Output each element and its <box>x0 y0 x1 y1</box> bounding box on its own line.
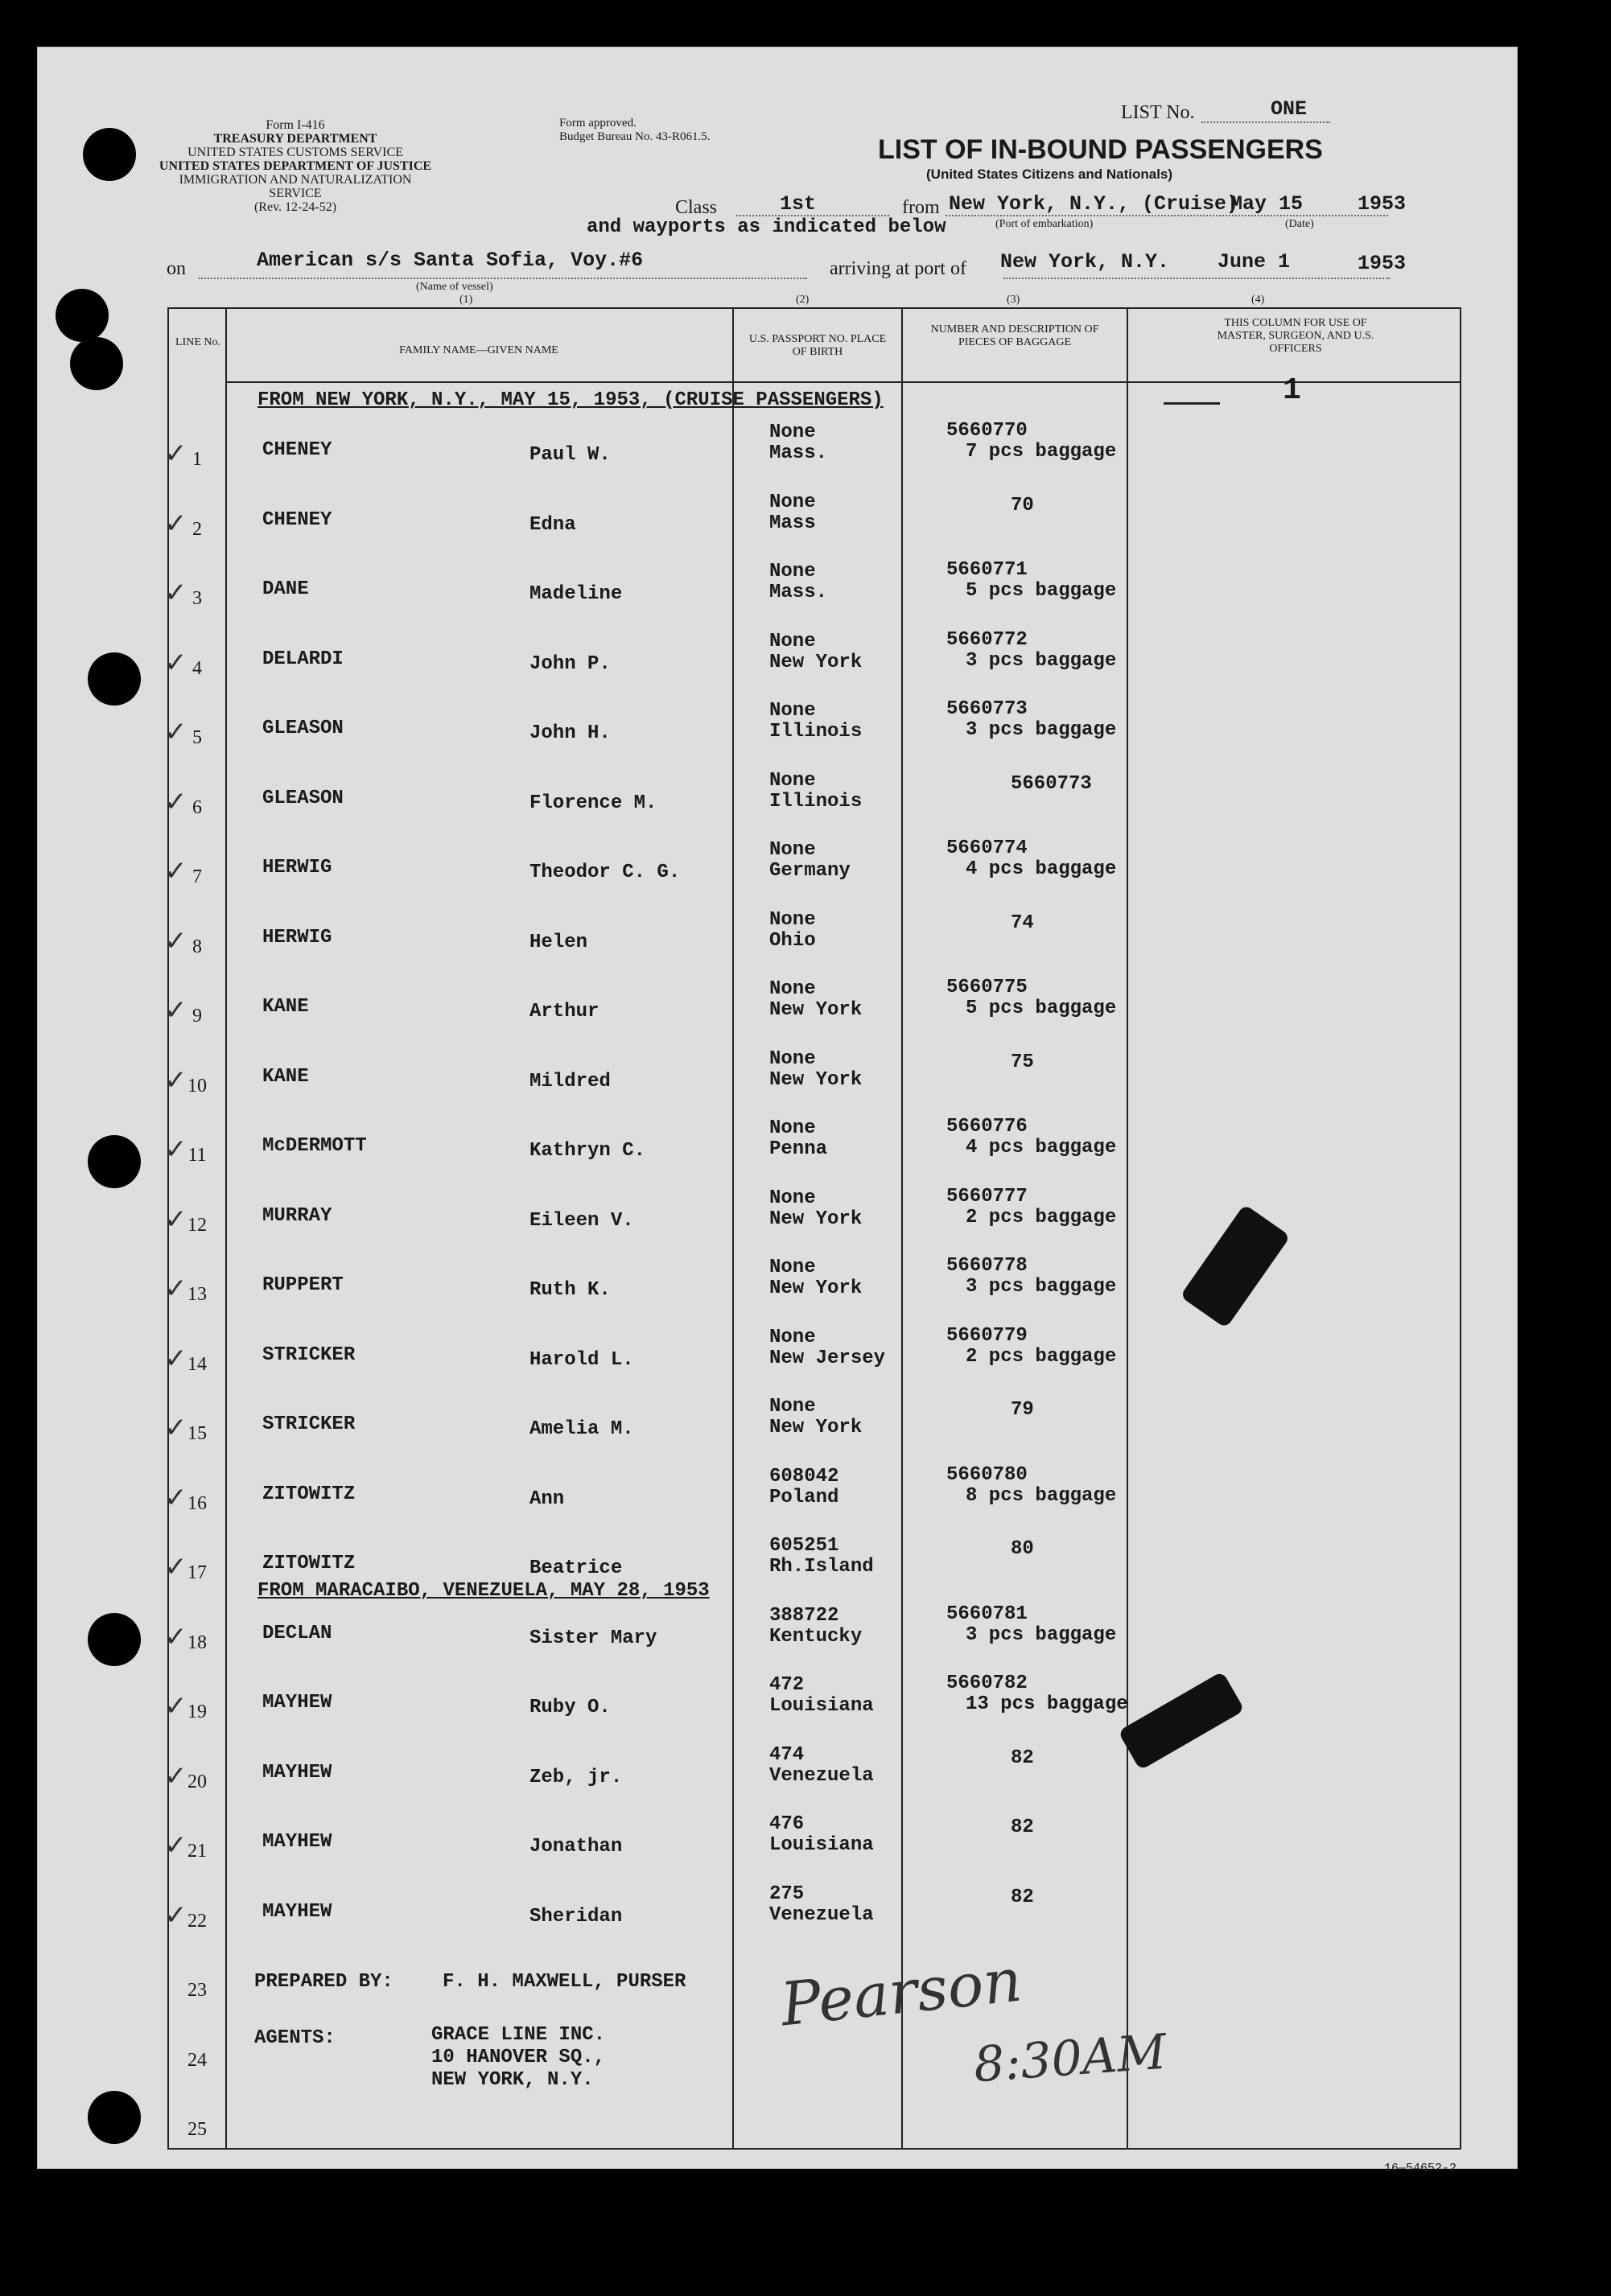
given-name: Ann <box>529 1487 565 1510</box>
baggage-description: 7 pcs baggage <box>966 441 1117 463</box>
given-name: John P. <box>529 652 611 675</box>
table-row <box>164 695 1460 765</box>
vessel-name: American s/s Santa Sofia, Voy.#6 <box>257 249 644 272</box>
family-name: STRICKER <box>262 1343 356 1366</box>
punch-hole <box>88 2091 141 2144</box>
punch-hole <box>88 652 141 706</box>
table-row <box>164 1739 1460 1809</box>
baggage-description: 4 pcs baggage <box>966 858 1117 880</box>
approval-line: Form approved. <box>559 117 637 130</box>
family-name: HERWIG <box>262 926 332 948</box>
family-name: ZITOWITZ <box>262 1483 356 1505</box>
family-name: MURRAY <box>262 1204 332 1227</box>
agents-line-1: GRACE LINE INC. <box>431 2024 606 2046</box>
table-row <box>164 626 1460 696</box>
check-mark-icon: ✓ <box>164 1203 187 1236</box>
approval-block <box>559 117 710 144</box>
line-number: 24 <box>187 2049 207 2071</box>
baggage-description: 3 pcs baggage <box>966 649 1117 672</box>
arrival-year: 1953 <box>1358 252 1407 275</box>
given-name: Florence M. <box>529 792 657 814</box>
passport-number: None <box>769 839 816 861</box>
table-row <box>164 487 1460 557</box>
passport-number: None <box>769 769 816 792</box>
line-number: 7 <box>192 866 202 887</box>
class-value: 1st <box>780 192 817 216</box>
baggage-number: 5660774 <box>946 837 1028 859</box>
table-row <box>164 904 1460 974</box>
signature-time: 8:30AM <box>971 2023 1168 2094</box>
baggage-number: 5660771 <box>946 559 1028 581</box>
form-number-label: Form I-416 <box>266 118 325 132</box>
col-header-passport: U.S. PASSPORT NO. PLACE OF BIRTH <box>748 333 887 358</box>
document-subtitle: (United States Citizens and Nationals) <box>926 167 1173 182</box>
baggage-number: 5660773 <box>946 698 1028 720</box>
baggage-description: 2 pcs baggage <box>966 1345 1117 1368</box>
family-name: STRICKER <box>262 1413 356 1435</box>
place-of-birth: Kentucky <box>769 1625 863 1648</box>
table-row <box>164 834 1460 904</box>
passenger-table <box>164 307 1461 2175</box>
line-number: 25 <box>187 2119 207 2140</box>
col-caption-3: (3) <box>1007 294 1020 306</box>
passport-number: None <box>769 1326 816 1348</box>
line-number: 20 <box>187 1771 207 1792</box>
line-number: 6 <box>192 796 202 818</box>
place-of-birth: New York <box>769 1068 863 1091</box>
treasury-label: TREASURY DEPARTMENT <box>213 132 377 146</box>
check-mark-icon: ✓ <box>164 1412 187 1444</box>
passport-number: None <box>769 908 816 931</box>
check-mark-icon: ✓ <box>164 438 187 470</box>
passport-number: None <box>769 1187 816 1209</box>
punch-hole <box>83 128 136 181</box>
given-name: Edna <box>529 513 576 536</box>
line-number: 8 <box>192 936 202 957</box>
given-name: Ruby O. <box>529 1697 611 1718</box>
check-mark-icon: ✓ <box>164 1829 187 1862</box>
baggage-number: 5660773 <box>1011 772 1092 795</box>
line-number: 17 <box>187 1562 207 1583</box>
given-name: Harold L. <box>529 1348 634 1371</box>
line-number: 19 <box>187 1701 207 1722</box>
place-of-birth: Venezuela <box>769 1903 874 1926</box>
place-of-birth: New York <box>769 1417 863 1438</box>
place-of-birth: New York <box>769 1208 863 1230</box>
check-mark-icon: ✓ <box>164 855 187 887</box>
baggage-description: 5 pcs baggage <box>966 580 1117 602</box>
punch-hole <box>88 1135 141 1188</box>
given-name: Helen <box>529 931 588 953</box>
place-of-birth: Rh.Island <box>769 1556 874 1578</box>
check-mark-icon: ✓ <box>164 646 187 679</box>
check-mark-icon: ✓ <box>164 507 187 540</box>
from-year: 1953 <box>1358 192 1407 216</box>
place-of-birth: Louisiana <box>769 1695 874 1717</box>
place-of-birth: Louisiana <box>769 1834 874 1856</box>
check-mark-icon: ✓ <box>164 1342 187 1375</box>
family-name: RUPPERT <box>262 1274 344 1296</box>
line-number: 18 <box>187 1631 207 1653</box>
passport-number: 605251 <box>769 1535 839 1557</box>
family-name: CHENEY <box>262 439 332 461</box>
vessel-line <box>199 278 807 279</box>
baggage-description: 3 pcs baggage <box>966 1276 1117 1298</box>
passport-number: 472 <box>769 1674 805 1696</box>
table-row <box>164 1391 1460 1461</box>
baggage-number: 5660770 <box>946 420 1028 442</box>
baggage-number: 70 <box>1011 494 1034 516</box>
punch-hole <box>88 1613 141 1666</box>
passport-number: None <box>769 1257 816 1278</box>
passport-number: 474 <box>769 1743 805 1766</box>
col-caption-2: (2) <box>796 294 810 306</box>
header-rule <box>227 381 1460 383</box>
baggage-number: 82 <box>1011 1747 1034 1769</box>
from-label: from <box>902 197 940 218</box>
col-header-baggage: NUMBER AND DESCRIPTION OF PIECES OF BAGGAGE <box>930 323 1099 348</box>
given-name: Paul W. <box>529 444 611 466</box>
table-row <box>164 417 1460 487</box>
place-of-birth: Illinois <box>769 721 863 743</box>
list-no-label: LIST No. <box>1121 102 1195 123</box>
ins-label: IMMIGRATION AND NATURALIZATION SERVICE <box>179 173 412 200</box>
line-number: 22 <box>187 1910 207 1932</box>
check-mark-icon: ✓ <box>164 1620 187 1653</box>
family-name: MAYHEW <box>262 1831 332 1853</box>
prepared-by-label: PREPARED BY: <box>254 1971 393 1993</box>
passport-number: None <box>769 700 816 722</box>
arrival-line <box>1003 278 1390 279</box>
given-name: Arthur <box>529 1001 599 1023</box>
date-caption: (Date) <box>1285 218 1314 230</box>
passport-number: 608042 <box>769 1465 839 1487</box>
section-heading-maracaibo: FROM MARACAIBO, VENEZUELA, MAY 28, 1953 <box>258 1580 710 1602</box>
passport-number: None <box>769 1117 816 1139</box>
line-number: 23 <box>187 1980 207 2001</box>
given-name: Eileen V. <box>529 1209 634 1232</box>
place-of-birth: Mass. <box>769 582 828 603</box>
line-number: 15 <box>187 1423 207 1444</box>
baggage-number: 74 <box>1011 911 1034 934</box>
check-mark-icon: ✓ <box>164 1759 187 1792</box>
baggage-number: 5660777 <box>946 1185 1028 1208</box>
check-mark-icon: ✓ <box>164 716 187 748</box>
place-of-birth: New York <box>769 1278 863 1299</box>
place-of-birth: Illinois <box>769 790 863 813</box>
officer-dash <box>1164 402 1220 405</box>
form-print-number: 16—54652-2 <box>1383 2162 1456 2175</box>
family-name: ZITOWITZ <box>262 1553 356 1574</box>
wayports-note: and wayports as indicated below <box>587 216 946 238</box>
line-number: 12 <box>187 1214 207 1236</box>
check-mark-icon: ✓ <box>164 1690 187 1722</box>
passport-number: None <box>769 630 816 652</box>
document-title: LIST OF IN-BOUND PASSENGERS <box>878 134 1323 165</box>
table-row <box>164 1669 1460 1739</box>
check-mark-icon: ✓ <box>164 577 187 609</box>
passport-number: None <box>769 1047 816 1070</box>
arrival-port: New York, N.Y. <box>1000 250 1170 274</box>
given-name: Beatrice <box>529 1557 623 1579</box>
col-header-name: FAMILY NAME—GIVEN NAME <box>399 344 558 356</box>
line-number: 5 <box>192 727 202 748</box>
vessel-caption: (Name of vessel) <box>416 281 493 293</box>
line-number: 3 <box>192 588 202 609</box>
check-mark-icon: ✓ <box>164 1064 187 1097</box>
prepared-by-value: F. H. MAXWELL, PURSER <box>443 1971 686 1993</box>
check-mark-icon: ✓ <box>164 1134 187 1166</box>
line-number: 16 <box>187 1492 207 1514</box>
family-name: KANE <box>262 996 309 1018</box>
baggage-number: 5660772 <box>946 628 1028 651</box>
baggage-description: 3 pcs baggage <box>966 719 1117 741</box>
given-name: Madeline <box>529 583 623 605</box>
baggage-description: 8 pcs baggage <box>966 1484 1117 1507</box>
budget-line: Budget Bureau No. 43-R061.5. <box>559 130 711 143</box>
family-name: MAYHEW <box>262 1692 332 1714</box>
baggage-description: 3 pcs baggage <box>966 1623 1117 1646</box>
class-label: Class <box>675 197 718 218</box>
check-mark-icon: ✓ <box>164 994 187 1027</box>
baggage-number: 5660781 <box>946 1603 1028 1625</box>
given-name: Kathryn C. <box>529 1140 646 1162</box>
family-name: DANE <box>262 578 309 600</box>
baggage-number: 82 <box>1011 1886 1034 1908</box>
baggage-number: 5660776 <box>946 1116 1028 1138</box>
passport-number: None <box>769 1396 816 1418</box>
place-of-birth: New York <box>769 999 863 1021</box>
customs-label: UNITED STATES CUSTOMS SERVICE <box>187 146 403 159</box>
passport-number: 388722 <box>769 1604 839 1627</box>
from-value: New York, N.Y., (Cruise) <box>949 192 1239 216</box>
line-number: 2 <box>192 518 202 540</box>
from-date: May 15 <box>1230 192 1304 216</box>
family-name: GLEASON <box>262 787 344 809</box>
family-name: DELARDI <box>262 648 344 670</box>
baggage-number: 82 <box>1011 1817 1034 1838</box>
arrival-date: June 1 <box>1218 250 1291 274</box>
line-number: 11 <box>187 1145 207 1166</box>
place-of-birth: Poland <box>769 1486 839 1508</box>
family-name: CHENEY <box>262 508 332 531</box>
punch-hole <box>70 337 123 390</box>
table-row <box>164 1043 1460 1113</box>
col-caption-4: (4) <box>1251 294 1265 306</box>
table-row <box>164 973 1460 1043</box>
officer-tally-mark: 1 <box>1283 373 1301 408</box>
baggage-description: 13 pcs baggage <box>966 1693 1128 1715</box>
table-row <box>164 1808 1460 1878</box>
table-row <box>164 765 1460 835</box>
family-name: McDERMOTT <box>262 1135 367 1157</box>
family-name: HERWIG <box>262 857 332 878</box>
officer-signature: Pearson <box>777 1945 1025 2040</box>
passport-number: 275 <box>769 1882 805 1905</box>
revision-label: (Rev. 12-24-52) <box>253 200 337 214</box>
passport-number: None <box>769 491 816 513</box>
given-name: Zeb, jr. <box>529 1766 623 1788</box>
section-heading-new-york: FROM NEW YORK, N.Y., MAY 15, 1953, (CRUISE PASSENGERS) <box>258 389 884 411</box>
form-agency-block <box>159 118 432 214</box>
line-number: 13 <box>187 1284 207 1305</box>
place-of-birth: Penna <box>769 1138 828 1160</box>
baggage-number: 79 <box>1011 1399 1034 1421</box>
table-row <box>164 1461 1460 1531</box>
table-row <box>164 1322 1460 1392</box>
baggage-number: 5660782 <box>946 1673 1028 1694</box>
col-header-line: LINE No. <box>175 336 220 348</box>
family-name: MAYHEW <box>262 1900 332 1923</box>
line-number: 14 <box>187 1353 207 1375</box>
col-caption-1: (1) <box>459 294 473 306</box>
justice-label: UNITED STATES DEPARTMENT OF JUSTICE <box>159 159 432 173</box>
place-of-birth: New York <box>769 651 863 673</box>
table-row <box>164 556 1460 626</box>
place-of-birth: Mass. <box>769 442 828 464</box>
punch-hole <box>56 289 109 342</box>
place-of-birth: Ohio <box>769 929 816 952</box>
baggage-number: 75 <box>1011 1051 1034 1073</box>
list-no-value: ONE <box>1271 97 1308 121</box>
baggage-number: 5660775 <box>946 977 1028 998</box>
line-number: 21 <box>187 1841 207 1862</box>
given-name: Theodor C. G. <box>529 862 681 883</box>
col-header-officers: THIS COLUMN FOR USE OF MASTER, SURGEON, AND U.S. OFFICERS <box>1217 317 1374 355</box>
baggage-description: 4 pcs baggage <box>966 1137 1117 1158</box>
place-of-birth: New Jersey <box>769 1347 886 1369</box>
line-number: 4 <box>192 657 202 679</box>
given-name: Sheridan <box>529 1905 623 1928</box>
passport-number: None <box>769 978 816 1000</box>
arriving-label: arriving at port of <box>830 258 966 279</box>
passport-number: 476 <box>769 1813 805 1835</box>
baggage-description: 5 pcs baggage <box>966 998 1117 1019</box>
line-number: 1 <box>192 449 202 470</box>
check-mark-icon: ✓ <box>164 924 187 957</box>
family-name: MAYHEW <box>262 1761 332 1784</box>
on-label: on <box>167 258 186 279</box>
baggage-description: 2 pcs baggage <box>966 1206 1117 1228</box>
baggage-number: 80 <box>1011 1538 1034 1560</box>
agents-line-3: NEW YORK, N.Y. <box>431 2069 594 2091</box>
table-row <box>164 1113 1460 1183</box>
family-name: KANE <box>262 1065 309 1088</box>
line-number: 10 <box>187 1075 207 1097</box>
check-mark-icon: ✓ <box>164 1551 187 1583</box>
place-of-birth: Mass <box>769 512 816 534</box>
given-name: John H. <box>529 722 611 744</box>
passport-number: None <box>769 422 816 443</box>
given-name: Sister Mary <box>529 1627 657 1649</box>
table-row <box>169 2087 1460 2157</box>
baggage-number: 5660779 <box>946 1324 1028 1347</box>
check-mark-icon: ✓ <box>164 785 187 818</box>
given-name: Amelia M. <box>529 1418 634 1440</box>
place-of-birth: Venezuela <box>769 1764 874 1787</box>
family-name: DECLAN <box>262 1622 332 1644</box>
agents-line-2: 10 HANOVER SQ., <box>431 2047 606 2068</box>
place-of-birth: Germany <box>769 860 851 882</box>
check-mark-icon: ✓ <box>164 1481 187 1514</box>
port-caption: (Port of embarkation) <box>995 218 1094 230</box>
given-name: Mildred <box>529 1070 611 1092</box>
baggage-number: 5660778 <box>946 1255 1028 1277</box>
baggage-number: 5660780 <box>946 1463 1028 1486</box>
passport-number: None <box>769 561 816 582</box>
table-row <box>164 1878 1460 1948</box>
given-name: Ruth K. <box>529 1279 611 1301</box>
agents-label: AGENTS: <box>254 2027 336 2049</box>
family-name: GLEASON <box>262 718 344 739</box>
check-mark-icon: ✓ <box>164 1273 187 1305</box>
check-mark-icon: ✓ <box>164 1899 187 1932</box>
list-no-line <box>1201 121 1330 123</box>
line-number: 9 <box>192 1006 202 1027</box>
given-name: Jonathan <box>529 1836 623 1858</box>
table-row <box>164 1600 1460 1670</box>
